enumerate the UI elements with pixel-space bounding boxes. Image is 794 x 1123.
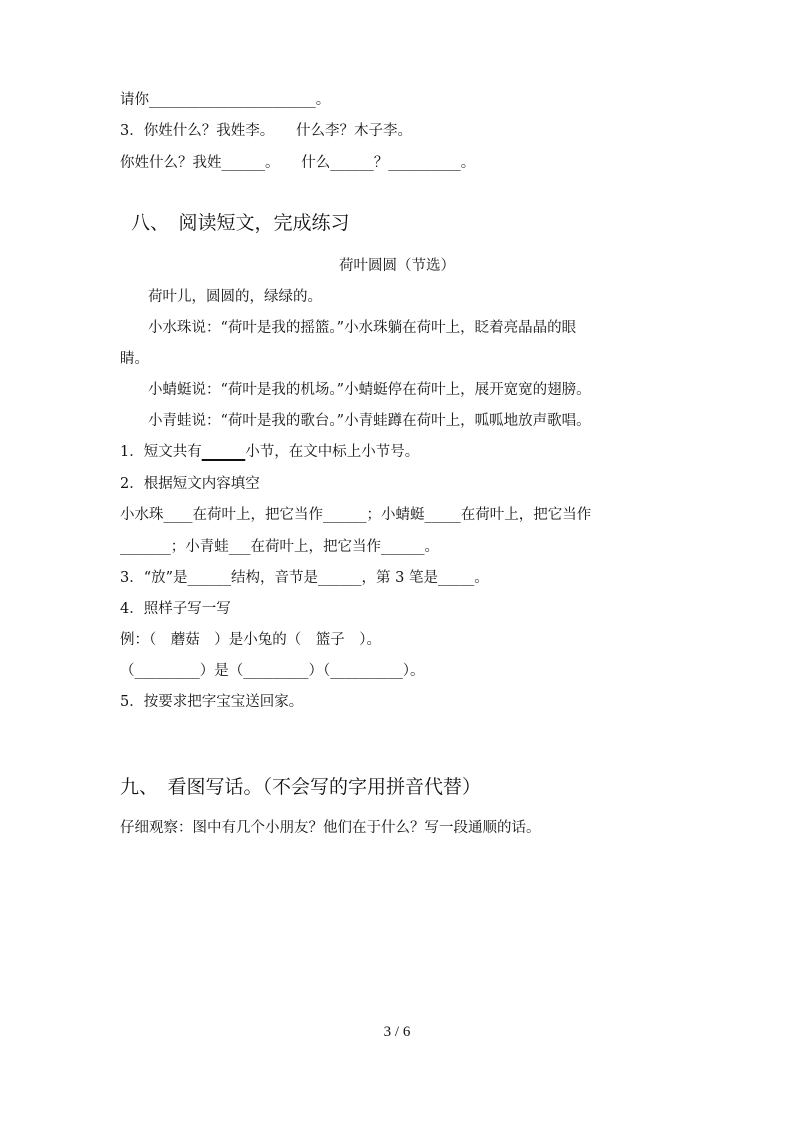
question-4-example: 例：（ 蘑菇 ）是小兔的（ 篮子 ）。 <box>120 632 381 648</box>
question-1-blank: ______ <box>201 444 246 460</box>
section9-prompt: 仔细观察：图中有几个小朋友？他们在于什么？写一段通顺的话。 <box>120 820 541 836</box>
question-1 <box>120 442 419 462</box>
passage-para-1: 荷叶儿，圆圆的，绿绿的。 <box>148 289 322 305</box>
question-2-line-b: _______；小青蛙___在荷叶上，把它当作______。 <box>120 539 439 555</box>
passage-para-3: 小蜻蜓说：“荷叶是我的机场。”小蜻蜓停在荷叶上，展开宽宽的翅膀。 <box>148 382 591 398</box>
question-5: 5．按要求把字宝宝送回家。 <box>120 694 304 710</box>
line-surname-fill: 你姓什么？我姓______。 什么______？__________。 <box>120 155 476 171</box>
section8-heading: 八、 阅读短文，完成练习 <box>131 212 350 234</box>
passage-para-2b: 睛。 <box>120 351 149 367</box>
question-2: 2．根据短文内容填空 <box>120 476 260 492</box>
line-request: 请你_______________________。 <box>120 92 331 108</box>
question-4-blank: （_________）是（_________）（__________）。 <box>120 663 425 679</box>
passage-para-2a: 小水珠说：“荷叶是我的摇篮。”小水珠躺在荷叶上，眨着亮晶晶的眼 <box>148 320 577 336</box>
line-surname-example: 3．你姓什么？我姓李。 什么李？木子李。 <box>120 123 412 139</box>
passage-para-4: 小青蛙说：“荷叶是我的歌台。”小青蛙蹲在荷叶上，呱呱地放声歌唱。 <box>148 413 591 429</box>
question-1-pre: 1．短文共有 <box>120 444 202 460</box>
page-number: 3 / 6 <box>383 1024 411 1040</box>
question-4: 4．照样子写一写 <box>120 601 231 617</box>
section9-heading: 九、 看图写话。（不会写的字用拼音代替） <box>120 776 482 798</box>
passage-title: 荷叶圆圆（节选） <box>339 258 455 274</box>
question-1-post: 小节，在文中标上小节号。 <box>245 444 420 460</box>
question-3: 3．“放”是______结构，音节是______，第 3 笔是_____。 <box>120 570 489 586</box>
question-2-line-a: 小水珠____在荷叶上，把它当作______；小蜻蜓_____在荷叶上，把它当作 <box>120 507 592 523</box>
